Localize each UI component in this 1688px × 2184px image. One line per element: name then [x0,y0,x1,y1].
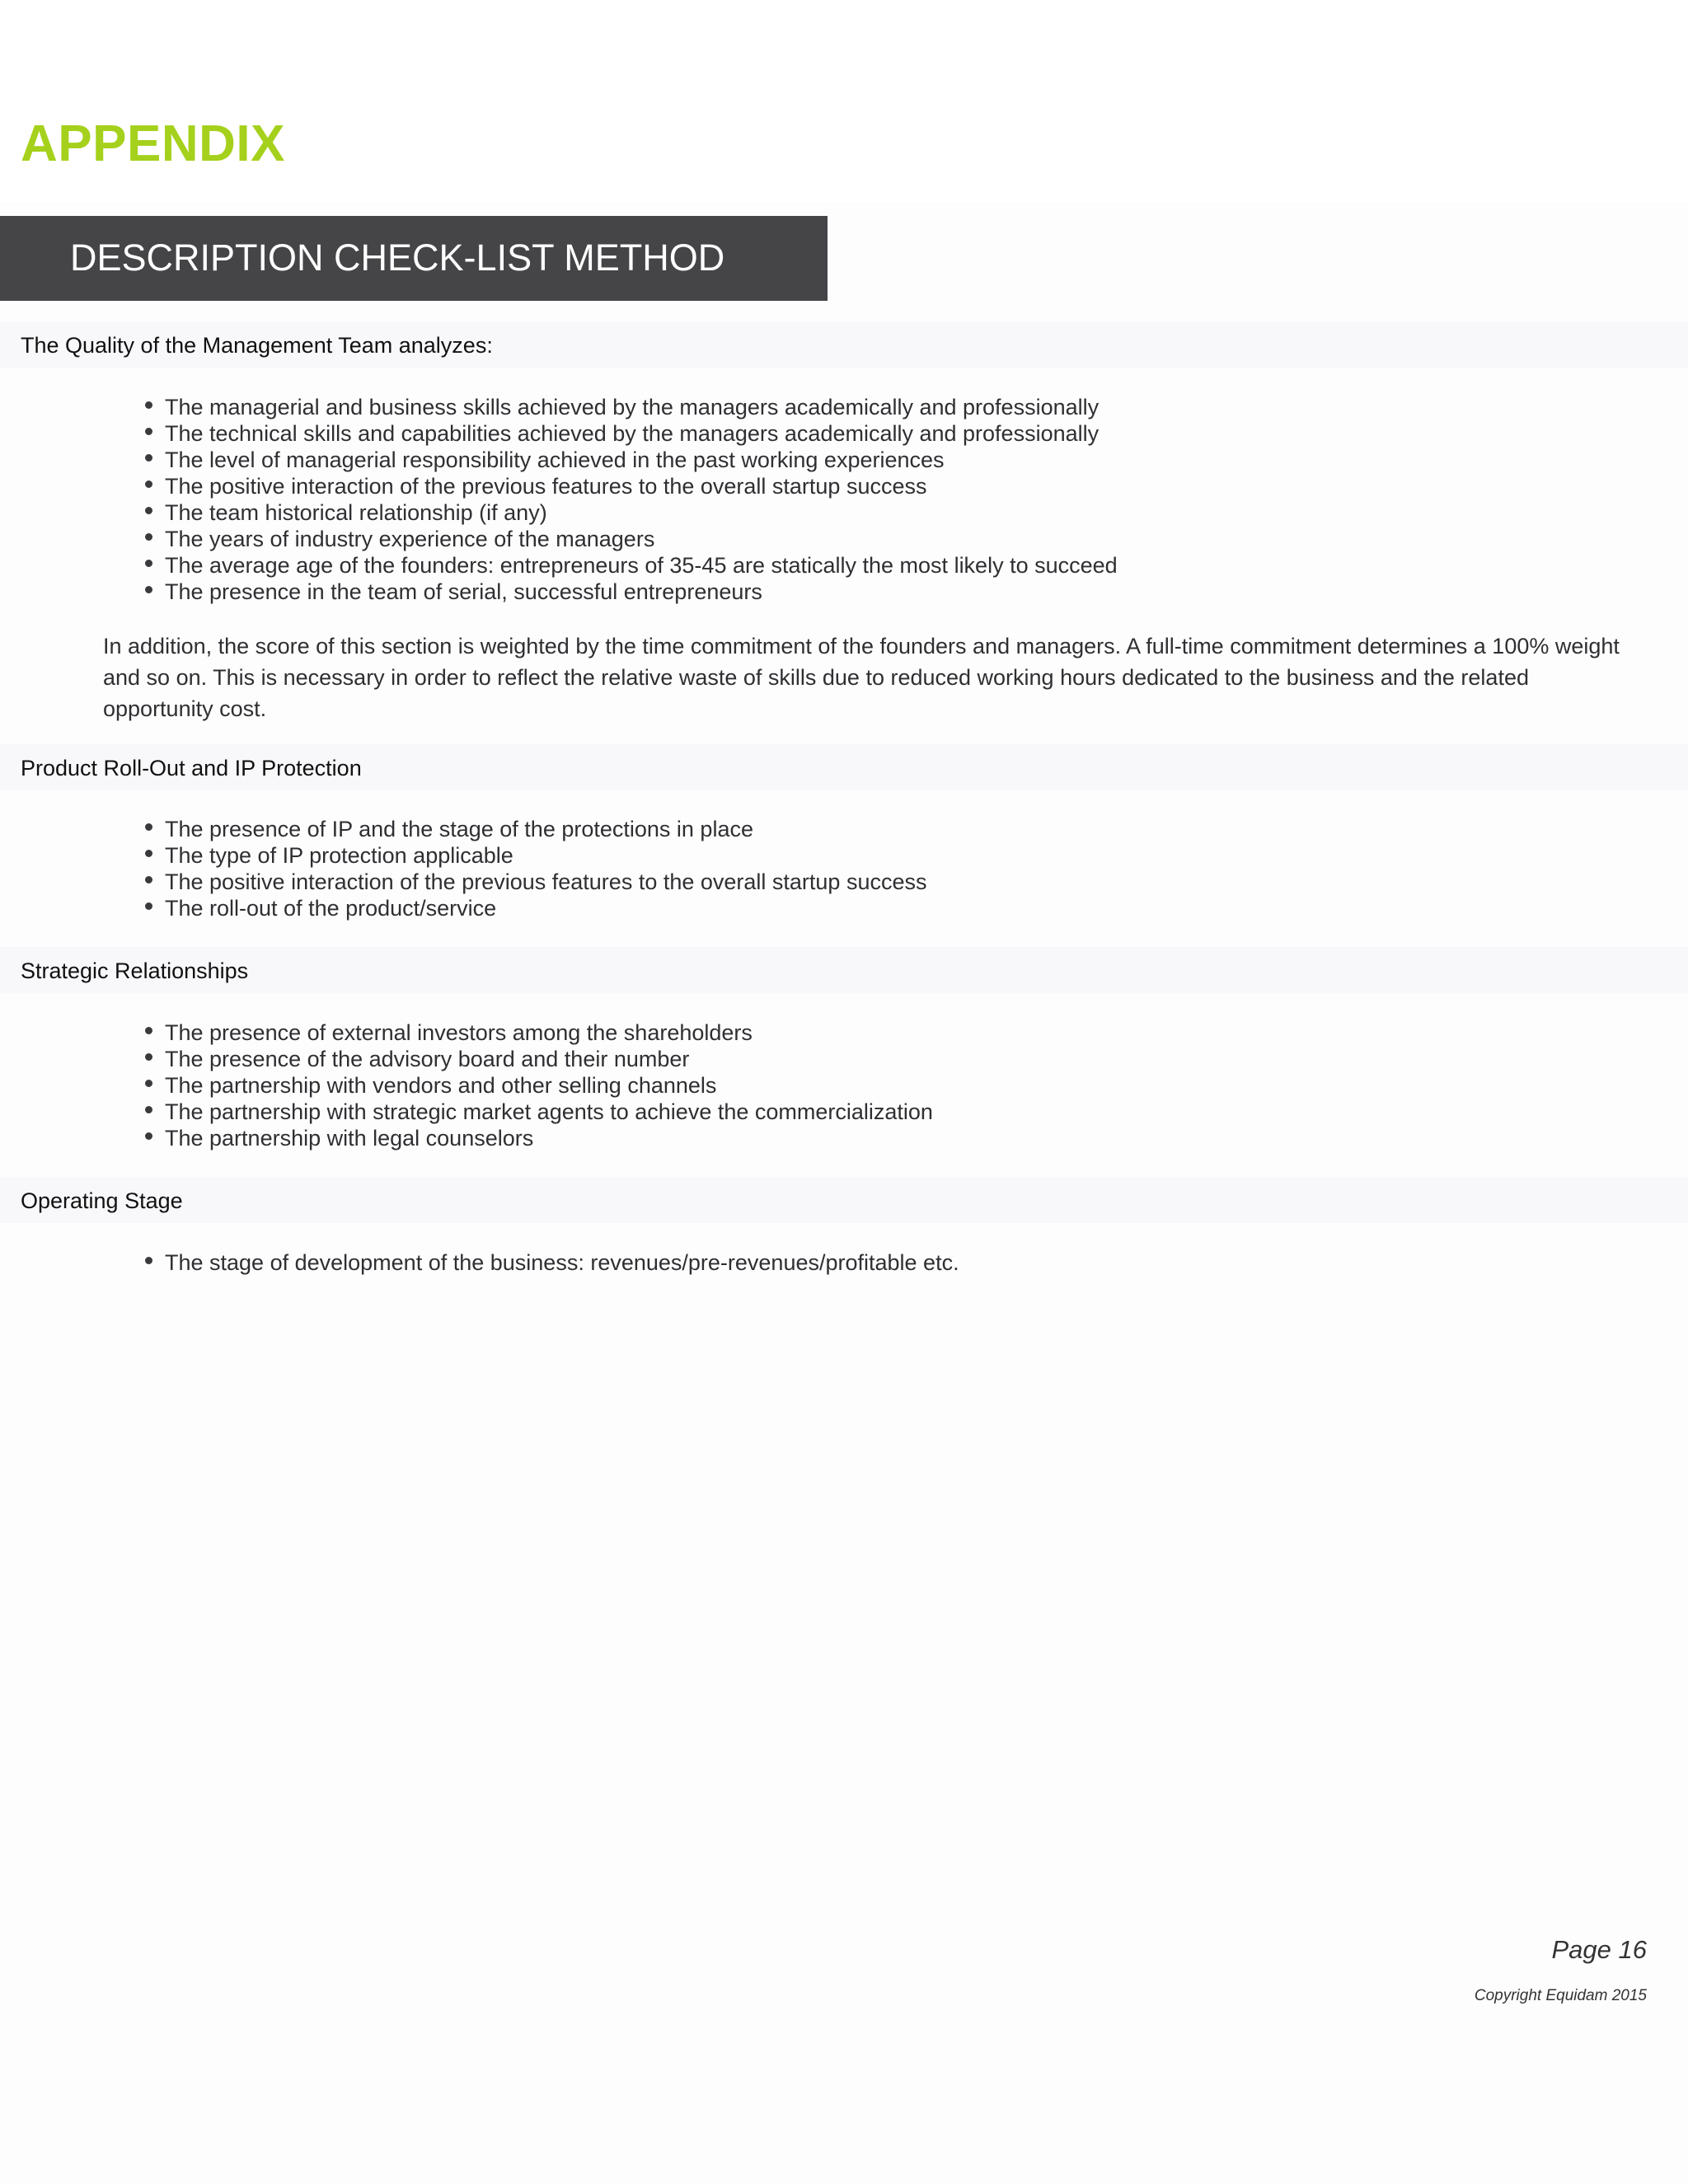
section-header-strategic-relationships [0,947,1688,993]
list-item: The partnership with strategic market agents to achieve the commercialization [165,1099,933,1124]
section-heading: The Quality of the Management Team analyzes: [21,333,493,358]
list-item: The years of industry experience of the managers [165,526,1118,552]
product-rollout-list [165,816,927,921]
section-header-product-rollout [0,744,1688,790]
list-item: The partnership with legal counselors [165,1125,933,1151]
banner-title: DESCRIPTION CHECK-LIST METHOD [70,237,725,279]
strategic-relationships-list [165,1019,933,1151]
list-item: The presence of IP and the stage of the protections in place [165,816,927,842]
list-item: The presence in the team of serial, successful entrepreneurs [165,579,1118,605]
list-item: The presence of the advisory board and their number [165,1046,933,1072]
list-item: The partnership with vendors and other selling channels [165,1072,933,1099]
section-header-operating-stage [0,1177,1688,1223]
list-item: The technical skills and capabilities achieved by the managers academically and professionally [165,420,1118,447]
section-banner [0,216,828,301]
section-header-management-team [0,321,1688,368]
copyright: Copyright Equidam 2015 [1474,1987,1647,2004]
time-commitment-paragraph: In addition, the score of this section is weighted by the time commitment of the founders and managers. A full-time commitment determines a 100% weight and so on. This is necessary in order to reflect the relative waste of skills due to reduced working hours dedicated to the business and the related opportunity cost. [103,634,1620,721]
section-heading: Operating Stage [21,1188,183,1213]
list-item: The stage of development of the business: revenues/pre-revenues/profitable etc. [165,1250,959,1275]
section-heading: Strategic Relationships [21,958,249,983]
page-number: Page 16 [1551,1935,1647,1964]
appendix-title: APPENDIX [21,115,285,172]
section-heading: Product Roll-Out and IP Protection [21,756,362,780]
list-item: The team historical relationship (if any) [165,499,1118,526]
list-item: The average age of the founders: entrepreneurs of 35-45 are statically the most likely to succeed [165,553,1118,578]
list-item: The type of IP protection applicable [165,842,927,869]
list-item: The level of managerial responsibility achieved in the past working experiences [165,447,1118,473]
list-item: The managerial and business skills achieved by the managers academically and professionally [165,394,1118,420]
list-item: The positive interaction of the previous features to the overall startup success [165,869,927,894]
list-item: The positive interaction of the previous features to the overall startup success [165,473,1118,499]
list-item: The presence of external investors among the shareholders [165,1019,933,1046]
list-item: The roll-out of the product/service [165,895,927,921]
operating-stage-list [165,1249,959,1276]
management-team-list [165,394,1118,605]
